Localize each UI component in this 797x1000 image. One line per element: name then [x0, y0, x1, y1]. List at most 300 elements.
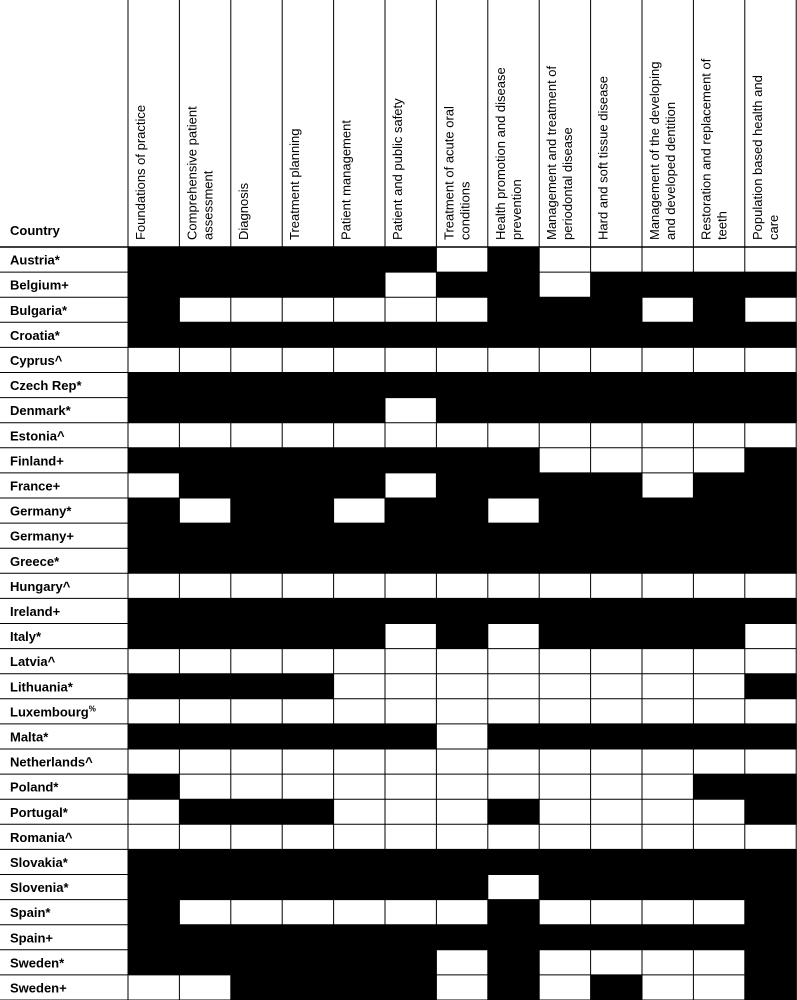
matrix-cell	[231, 699, 283, 725]
matrix-cell	[334, 699, 386, 725]
matrix-cell	[282, 749, 334, 775]
matrix-cell	[436, 975, 488, 1000]
column-header-text: Health promotion and disease	[492, 67, 508, 240]
matrix-cell	[282, 900, 334, 926]
row-label-text: Latvia^	[10, 654, 56, 670]
matrix-cell	[693, 448, 745, 474]
matrix-cell	[642, 448, 694, 474]
matrix-cell	[488, 598, 540, 624]
matrix-cell	[128, 548, 180, 574]
matrix-cell	[745, 925, 797, 951]
matrix-cell	[693, 573, 745, 599]
matrix-cell	[642, 322, 694, 348]
column-header-text: Comprehensive patient	[184, 106, 200, 240]
matrix-cell	[282, 598, 334, 624]
row-label	[10, 629, 42, 644]
row-label	[10, 805, 69, 820]
matrix-cell	[282, 875, 334, 901]
row-label-text: Germany*	[10, 503, 72, 519]
matrix-cell	[745, 272, 797, 298]
matrix-cell	[745, 548, 797, 574]
matrix-cell	[745, 749, 797, 775]
matrix-cell	[282, 498, 334, 524]
matrix-cell	[539, 749, 591, 775]
matrix-cell	[179, 824, 231, 850]
matrix-cell	[282, 975, 334, 1000]
matrix-cell	[334, 373, 386, 399]
matrix-cell	[128, 699, 180, 725]
matrix-cell	[642, 674, 694, 700]
row-labels	[10, 253, 96, 996]
column-header-text: Foundations of practice	[133, 104, 148, 240]
matrix-cell	[282, 423, 334, 449]
matrix-cell	[693, 799, 745, 825]
row-label-text: Ireland+	[10, 604, 61, 619]
row-label-text: Bulgaria*	[10, 302, 68, 318]
matrix-cell	[231, 347, 283, 373]
matrix-cell	[745, 473, 797, 499]
row-label	[10, 529, 74, 544]
matrix-cell	[488, 975, 540, 1000]
matrix-cell	[745, 900, 797, 926]
matrix-cell	[642, 875, 694, 901]
matrix-cell	[179, 573, 231, 599]
matrix-cell	[591, 373, 643, 399]
matrix-cell	[539, 373, 591, 399]
matrix-cell	[282, 322, 334, 348]
matrix-cell	[179, 548, 231, 574]
row-label	[10, 579, 71, 594]
matrix-cell	[385, 674, 437, 700]
matrix-cell	[436, 523, 488, 549]
matrix-cell	[745, 523, 797, 549]
matrix-cell	[179, 523, 231, 549]
matrix-cell	[128, 925, 180, 951]
matrix-cell	[231, 573, 283, 599]
matrix-cell	[385, 649, 437, 675]
matrix-cell	[693, 624, 745, 650]
matrix-cell	[539, 849, 591, 875]
matrix-cell	[231, 398, 283, 424]
row-label-text: Slovenia*	[10, 880, 69, 896]
matrix-cell	[385, 247, 437, 273]
row-label-text: Romania^	[10, 829, 73, 845]
matrix-cell	[693, 950, 745, 976]
row-label	[10, 830, 73, 845]
row-label-text: Germany+	[10, 528, 74, 544]
matrix-cell	[693, 824, 745, 850]
matrix-cell	[385, 473, 437, 499]
matrix-cell	[282, 523, 334, 549]
matrix-cell	[231, 724, 283, 750]
matrix-cell	[745, 975, 797, 1000]
matrix-cell	[436, 247, 488, 273]
matrix-cell	[539, 774, 591, 800]
matrix-cell	[539, 297, 591, 323]
matrix-cell	[642, 473, 694, 499]
matrix-cell	[539, 724, 591, 750]
matrix-cell	[591, 398, 643, 424]
matrix-cell	[436, 950, 488, 976]
row-label	[10, 730, 49, 745]
matrix-cell	[282, 347, 334, 373]
matrix-cell	[231, 849, 283, 875]
matrix-cell	[591, 473, 643, 499]
matrix-cell	[231, 247, 283, 273]
matrix-cell	[488, 473, 540, 499]
matrix-cell	[693, 598, 745, 624]
matrix-cell	[539, 548, 591, 574]
matrix-cell	[436, 624, 488, 650]
row-label-text: Luxembourg	[10, 704, 89, 720]
matrix-cell	[385, 824, 437, 850]
matrix-cell	[385, 398, 437, 424]
matrix-cell	[488, 724, 540, 750]
matrix-cell	[488, 347, 540, 373]
matrix-cell	[334, 950, 386, 976]
matrix-cell	[282, 473, 334, 499]
matrix-cell	[436, 498, 488, 524]
column-header-text: prevention	[508, 179, 524, 240]
row-label-text: Cyprus^	[10, 353, 63, 368]
matrix-cell	[745, 950, 797, 976]
matrix-cell	[179, 774, 231, 800]
matrix-cell	[539, 925, 591, 951]
column-header-text: Restoration and replacement of	[698, 58, 714, 240]
matrix-cell	[591, 824, 643, 850]
matrix-cell	[642, 272, 694, 298]
matrix-cell	[179, 423, 231, 449]
matrix-cell	[334, 247, 386, 273]
matrix-cell	[334, 824, 386, 850]
matrix-cell	[334, 799, 386, 825]
matrix-cell	[128, 373, 180, 399]
matrix-cell	[282, 699, 334, 725]
matrix-cell	[436, 373, 488, 399]
row-label	[10, 755, 93, 770]
row-label-text: Portugal*	[10, 804, 68, 820]
matrix-cell	[591, 724, 643, 750]
country-column-header: Country	[10, 223, 60, 238]
matrix-cell	[693, 297, 745, 323]
matrix-cell	[231, 950, 283, 976]
matrix-cell	[488, 749, 540, 775]
matrix-cell	[539, 649, 591, 675]
matrix-cell	[282, 624, 334, 650]
matrix-cell	[179, 649, 231, 675]
matrix-cell	[693, 322, 745, 348]
matrix-cell	[179, 624, 231, 650]
matrix-cell	[693, 925, 745, 951]
matrix-cell	[179, 799, 231, 825]
matrix-cell	[745, 423, 797, 449]
matrix-cell	[693, 523, 745, 549]
matrix-cell	[385, 448, 437, 474]
row-label	[10, 479, 61, 494]
matrix-cell	[642, 925, 694, 951]
matrix-cell	[488, 950, 540, 976]
matrix-cell	[385, 975, 437, 1000]
matrix-cell	[693, 373, 745, 399]
matrix-cell	[488, 774, 540, 800]
matrix-cell	[179, 674, 231, 700]
matrix-cell	[385, 900, 437, 926]
matrix-cell	[385, 799, 437, 825]
matrix-cell	[539, 699, 591, 725]
matrix-cell	[334, 523, 386, 549]
matrix-cell	[745, 674, 797, 700]
row-label-text: Spain*	[10, 905, 51, 921]
matrix-cell	[642, 398, 694, 424]
matrix-cell	[436, 724, 488, 750]
matrix-cell	[591, 749, 643, 775]
matrix-cell	[693, 423, 745, 449]
matrix-cell	[231, 649, 283, 675]
row-label	[10, 981, 67, 996]
column-header-text: and developed dentition	[663, 101, 678, 240]
matrix-cell	[745, 498, 797, 524]
matrix-cell	[231, 875, 283, 901]
row-label	[10, 328, 61, 343]
matrix-cell	[488, 423, 540, 449]
matrix-cell	[334, 573, 386, 599]
column-headers	[10, 58, 781, 240]
matrix-cell	[642, 373, 694, 399]
matrix-cell	[539, 448, 591, 474]
matrix-cell	[128, 824, 180, 850]
matrix-cell	[693, 247, 745, 273]
row-label-text: Sweden*	[10, 955, 65, 971]
matrix-cell	[539, 247, 591, 273]
matrix-cell	[591, 272, 643, 298]
matrix-cell	[385, 699, 437, 725]
row-label	[10, 378, 82, 393]
matrix-cell	[693, 875, 745, 901]
matrix-cell	[488, 649, 540, 675]
column-header-7	[441, 106, 472, 240]
row-label-text: Czech Rep*	[10, 378, 82, 394]
column-header-text: Diagnosis	[235, 182, 251, 240]
matrix-cell	[539, 824, 591, 850]
matrix-cell	[179, 598, 231, 624]
matrix-cell	[591, 699, 643, 725]
matrix-cell	[436, 598, 488, 624]
matrix-cell	[334, 649, 386, 675]
row-label-text: Hungary^	[10, 578, 71, 594]
matrix-cell	[231, 749, 283, 775]
matrix-cell	[693, 749, 745, 775]
row-label	[10, 905, 51, 920]
matrix-cell	[642, 975, 694, 1000]
matrix-cell	[591, 900, 643, 926]
matrix-cell	[642, 749, 694, 775]
matrix-cell	[693, 473, 745, 499]
matrix-cell	[282, 674, 334, 700]
matrix-cell	[539, 523, 591, 549]
matrix-cell	[436, 347, 488, 373]
matrix-cell	[436, 473, 488, 499]
row-label-text: Netherlands^	[10, 754, 93, 770]
matrix-cell	[282, 824, 334, 850]
matrix-cell	[488, 523, 540, 549]
column-header-text: assessment	[200, 170, 216, 240]
matrix-cell	[179, 448, 231, 474]
matrix-cell	[488, 674, 540, 700]
row-label-text: Belgium+	[10, 277, 69, 293]
matrix-cell	[385, 749, 437, 775]
matrix-cell	[179, 724, 231, 750]
matrix-cell	[642, 347, 694, 373]
matrix-cell	[539, 498, 591, 524]
matrix-cell	[745, 774, 797, 800]
matrix-cell	[282, 849, 334, 875]
matrix-cell	[282, 573, 334, 599]
matrix-cell	[488, 799, 540, 825]
matrix-cell	[539, 900, 591, 926]
row-label-text: Austria*	[10, 252, 60, 268]
row-label	[10, 780, 59, 795]
matrix-cell	[385, 347, 437, 373]
matrix-cell	[179, 699, 231, 725]
row-label-text: France+	[10, 478, 61, 494]
row-label-text: Poland*	[10, 779, 59, 795]
matrix-cell	[488, 624, 540, 650]
matrix-cell	[128, 448, 180, 474]
matrix-cell	[591, 925, 643, 951]
matrix-cell	[334, 674, 386, 700]
matrix-cell	[436, 448, 488, 474]
matrix-cell	[282, 272, 334, 298]
matrix-cell	[128, 598, 180, 624]
column-header-text: Management and treatment of	[544, 65, 560, 240]
matrix-cell	[591, 523, 643, 549]
row-label	[10, 955, 65, 970]
matrix-cell	[436, 423, 488, 449]
matrix-cell	[334, 322, 386, 348]
matrix-cell	[642, 824, 694, 850]
matrix-cell	[488, 448, 540, 474]
matrix-cell	[693, 347, 745, 373]
matrix-cell	[179, 473, 231, 499]
matrix-cell	[385, 925, 437, 951]
row-label	[10, 679, 74, 694]
matrix-cell	[231, 373, 283, 399]
matrix-cell	[591, 448, 643, 474]
matrix-cell	[231, 272, 283, 298]
matrix-cell	[591, 849, 643, 875]
row-label	[10, 504, 72, 519]
matrix-cell	[539, 975, 591, 1000]
row-label	[10, 880, 69, 895]
matrix-cell	[745, 649, 797, 675]
matrix-cell	[179, 297, 231, 323]
matrix-cell	[745, 322, 797, 348]
matrix-cell	[436, 799, 488, 825]
matrix-cell	[591, 573, 643, 599]
matrix-cell	[539, 950, 591, 976]
matrix-cell	[231, 975, 283, 1000]
matrix-cell	[334, 849, 386, 875]
row-label	[10, 453, 64, 468]
matrix-cell	[642, 523, 694, 549]
row-label-text: Spain+	[10, 930, 53, 946]
matrix-cell	[179, 849, 231, 875]
matrix-cell	[179, 875, 231, 901]
row-label	[10, 554, 60, 569]
matrix-cell	[231, 473, 283, 499]
matrix-cell	[436, 573, 488, 599]
matrix-cell	[179, 925, 231, 951]
matrix-cell	[385, 624, 437, 650]
matrix-cell	[436, 649, 488, 675]
matrix-cell	[231, 423, 283, 449]
matrix-cell	[539, 573, 591, 599]
matrix-cell	[334, 473, 386, 499]
matrix-cell	[128, 272, 180, 298]
matrix-cell	[334, 975, 386, 1000]
matrix-cell	[591, 598, 643, 624]
matrix-cell	[591, 297, 643, 323]
row-label-text: Croatia*	[10, 327, 60, 343]
matrix-cell	[231, 674, 283, 700]
matrix-cell	[231, 297, 283, 323]
row-label	[10, 353, 63, 368]
matrix-cell	[282, 925, 334, 951]
matrix-cell	[693, 398, 745, 424]
matrix-cell	[745, 799, 797, 825]
matrix-cell	[745, 624, 797, 650]
matrix-cell	[231, 925, 283, 951]
column-header-12	[698, 58, 729, 240]
matrix-cell	[334, 297, 386, 323]
matrix-cell	[231, 322, 283, 348]
matrix-cell	[591, 875, 643, 901]
row-label	[10, 403, 72, 418]
matrix-cell	[128, 347, 180, 373]
row-label	[10, 855, 69, 870]
matrix-cell	[745, 724, 797, 750]
matrix-cell	[693, 548, 745, 574]
matrix-cell	[231, 799, 283, 825]
matrix-cell	[745, 297, 797, 323]
column-header-4	[287, 128, 302, 240]
matrix-cell	[488, 272, 540, 298]
matrix-cell	[642, 498, 694, 524]
matrix-cell	[128, 473, 180, 499]
matrix-cell	[642, 247, 694, 273]
matrix-cell	[745, 247, 797, 273]
matrix-cell	[591, 799, 643, 825]
matrix-cell	[591, 548, 643, 574]
matrix-cell	[231, 523, 283, 549]
matrix-cell	[539, 423, 591, 449]
matrix-cell	[591, 950, 643, 976]
matrix-cell	[693, 724, 745, 750]
row-label	[10, 704, 96, 719]
matrix-cell	[385, 849, 437, 875]
matrix-cell	[334, 925, 386, 951]
matrix-cell	[488, 573, 540, 599]
matrix-cell	[282, 774, 334, 800]
row-label	[10, 604, 61, 619]
matrix-cell	[128, 649, 180, 675]
row-label-text: Denmark*	[10, 403, 71, 419]
row-label-text: Slovakia*	[10, 855, 68, 870]
matrix-cell	[385, 548, 437, 574]
column-header-8	[493, 67, 524, 240]
matrix-cell	[693, 774, 745, 800]
matrix-cell	[282, 950, 334, 976]
